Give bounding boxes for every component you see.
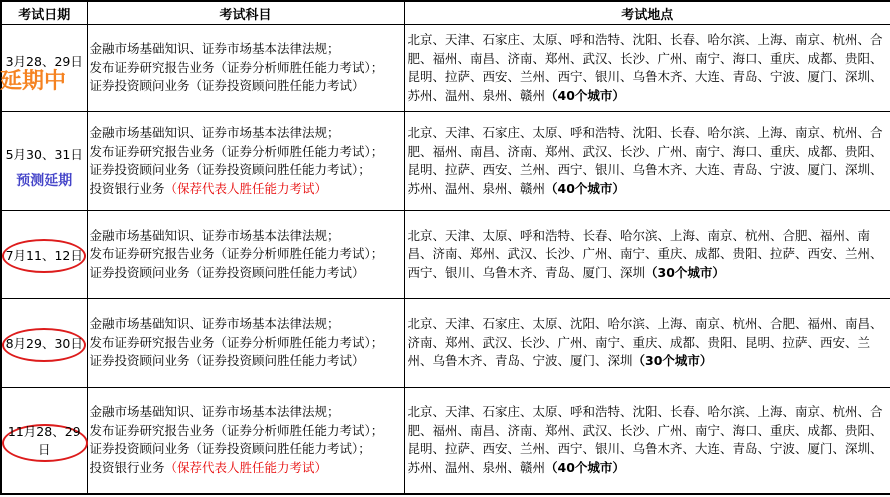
exam-date-cell	[1, 388, 87, 494]
locations-list: 北京、天津、太原、呼和浩特、长春、哈尔滨、上海、南京、杭州、合肥、福州、南昌、济南、郑州、武汉、长沙、广州、南宁、重庆、成都、贵阳、拉萨、西安、兰州、西宁、银川、乌鲁木齐、青岛、厦门、深圳	[407, 227, 883, 280]
subject-line: 发布证券研究报告业务（证券分析师胜任能力考试）；	[89, 334, 384, 350]
table-row	[1, 112, 890, 211]
subject-text: 投资银行业务	[89, 180, 165, 196]
city-count: （40个城市）	[545, 180, 625, 196]
subject-line	[90, 180, 404, 199]
table-row	[1, 388, 890, 494]
exam-subjects-cell	[87, 25, 404, 112]
sponsor-rep-exam-note: （保荐代表人胜任能力考试）	[164, 459, 328, 475]
locations-list: 北京、天津、石家庄、太原、呼和浩特、沈阳、长春、哈尔滨、上海、南京、杭州、合肥、福州、南昌、济南、郑州、武汉、长沙、广州、南宁、海口、重庆、成都、贵阳、昆明、拉萨、西安、兰州、西宁、银川、乌鲁木齐、大连、青岛、宁波、厦门、深圳、苏州、温州、泉州、赣州	[407, 125, 883, 196]
exam-date-cell	[1, 25, 87, 112]
exam-locations-cell	[404, 112, 890, 211]
exam-date-cell	[1, 112, 87, 211]
subject-line: 证券投资顾问业务（证券投资顾问胜任能力考试）	[89, 264, 365, 280]
locations-list: 北京、天津、石家庄、太原、沈阳、哈尔滨、上海、南京、杭州、合肥、福州、南昌、济南、郑州、武汉、长沙、广州、南宁、重庆、成都、贵阳、昆明、拉萨、西安、兰州、乌鲁木齐、青岛、宁波、厦门、深圳	[407, 316, 883, 369]
status-delayed-label: 延期中	[0, 69, 67, 94]
sponsor-rep-exam-note: （保荐代表人胜任能力考试）	[164, 180, 328, 196]
city-count: （40个城市）	[545, 459, 625, 475]
subject-line: 证券投资顾问业务（证券投资顾问胜任能力考试）	[89, 78, 365, 94]
exam-date-cell	[1, 211, 87, 299]
subject-line: 发布证券研究报告业务（证券分析师胜任能力考试）；	[89, 422, 384, 438]
exam-locations-cell	[404, 25, 890, 112]
table-row	[1, 25, 890, 112]
header-date: 考试日期	[1, 1, 87, 25]
subject-text: 投资银行业务	[89, 459, 165, 475]
exam-date: 7月11、12日	[5, 247, 83, 263]
subject-line: 发布证券研究报告业务（证券分析师胜任能力考试）；	[89, 246, 384, 262]
subject-line: 发布证券研究报告业务（证券分析师胜任能力考试）；	[89, 59, 384, 75]
subject-line: 金融市场基础知识、证券市场基本法律法规；	[89, 404, 340, 420]
exam-locations-cell	[404, 388, 890, 494]
subject-line: 证券投资顾问业务（证券投资顾问胜任能力考试）；	[89, 162, 371, 177]
subject-line: 金融市场基础知识、证券市场基本法律法规；	[89, 125, 340, 140]
exam-subjects-cell	[87, 211, 404, 299]
exam-date: 8月29、30日	[5, 336, 83, 351]
header-subjects: 考试科目	[87, 1, 404, 25]
exam-date-cell	[1, 299, 87, 388]
exam-date: 5月30、31日	[5, 147, 83, 162]
city-count: （40个城市）	[545, 87, 625, 103]
subject-line: 发布证券研究报告业务（证券分析师胜任能力考试）；	[89, 143, 384, 159]
exam-subjects-cell	[87, 299, 404, 388]
subject-line: 金融市场基础知识、证券市场基本法律法规；	[89, 41, 340, 57]
subject-line: 证券投资顾问业务（证券投资顾问胜任能力考试）	[89, 353, 365, 369]
table-row	[1, 211, 890, 299]
status-predicted-delay-label: 预测延期	[16, 173, 73, 189]
exam-locations-cell	[404, 211, 890, 299]
header-row	[1, 1, 890, 25]
table-row	[1, 299, 890, 388]
subject-line: 金融市场基础知识、证券市场基本法律法规；	[89, 227, 340, 243]
subject-line: 金融市场基础知识、证券市场基本法律法规；	[89, 316, 340, 332]
locations-list: 北京、天津、石家庄、太原、呼和浩特、沈阳、长春、哈尔滨、上海、南京、杭州、合肥、福州、南昌、济南、郑州、武汉、长沙、广州、南宁、海口、重庆、成都、贵阳、昆明、拉萨、西安、兰州、西宁、银川、乌鲁木齐、大连、青岛、宁波、厦门、深圳、苏州、温州、泉州、赣州	[407, 404, 883, 475]
exam-locations-cell	[404, 299, 890, 388]
exam-date: 11月28、29日	[7, 424, 81, 458]
exam-date: 3月28、29日	[5, 54, 83, 69]
subject-line	[90, 459, 404, 478]
exam-subjects-cell	[87, 388, 404, 494]
subject-line: 证券投资顾问业务（证券投资顾问胜任能力考试）；	[89, 441, 371, 457]
city-count: （30个城市）	[632, 353, 713, 369]
header-locations: 考试地点	[404, 1, 890, 25]
city-count: （30个城市）	[645, 264, 725, 280]
locations-list: 北京、天津、石家庄、太原、呼和浩特、沈阳、长春、哈尔滨、上海、南京、杭州、合肥、福州、南昌、济南、郑州、武汉、长沙、广州、南宁、海口、重庆、成都、贵阳、昆明、拉萨、西安、兰州、西宁、银川、乌鲁木齐、大连、青岛、宁波、厦门、深圳、苏州、温州、泉州、赣州	[407, 32, 883, 103]
exam-subjects-cell	[87, 112, 404, 211]
